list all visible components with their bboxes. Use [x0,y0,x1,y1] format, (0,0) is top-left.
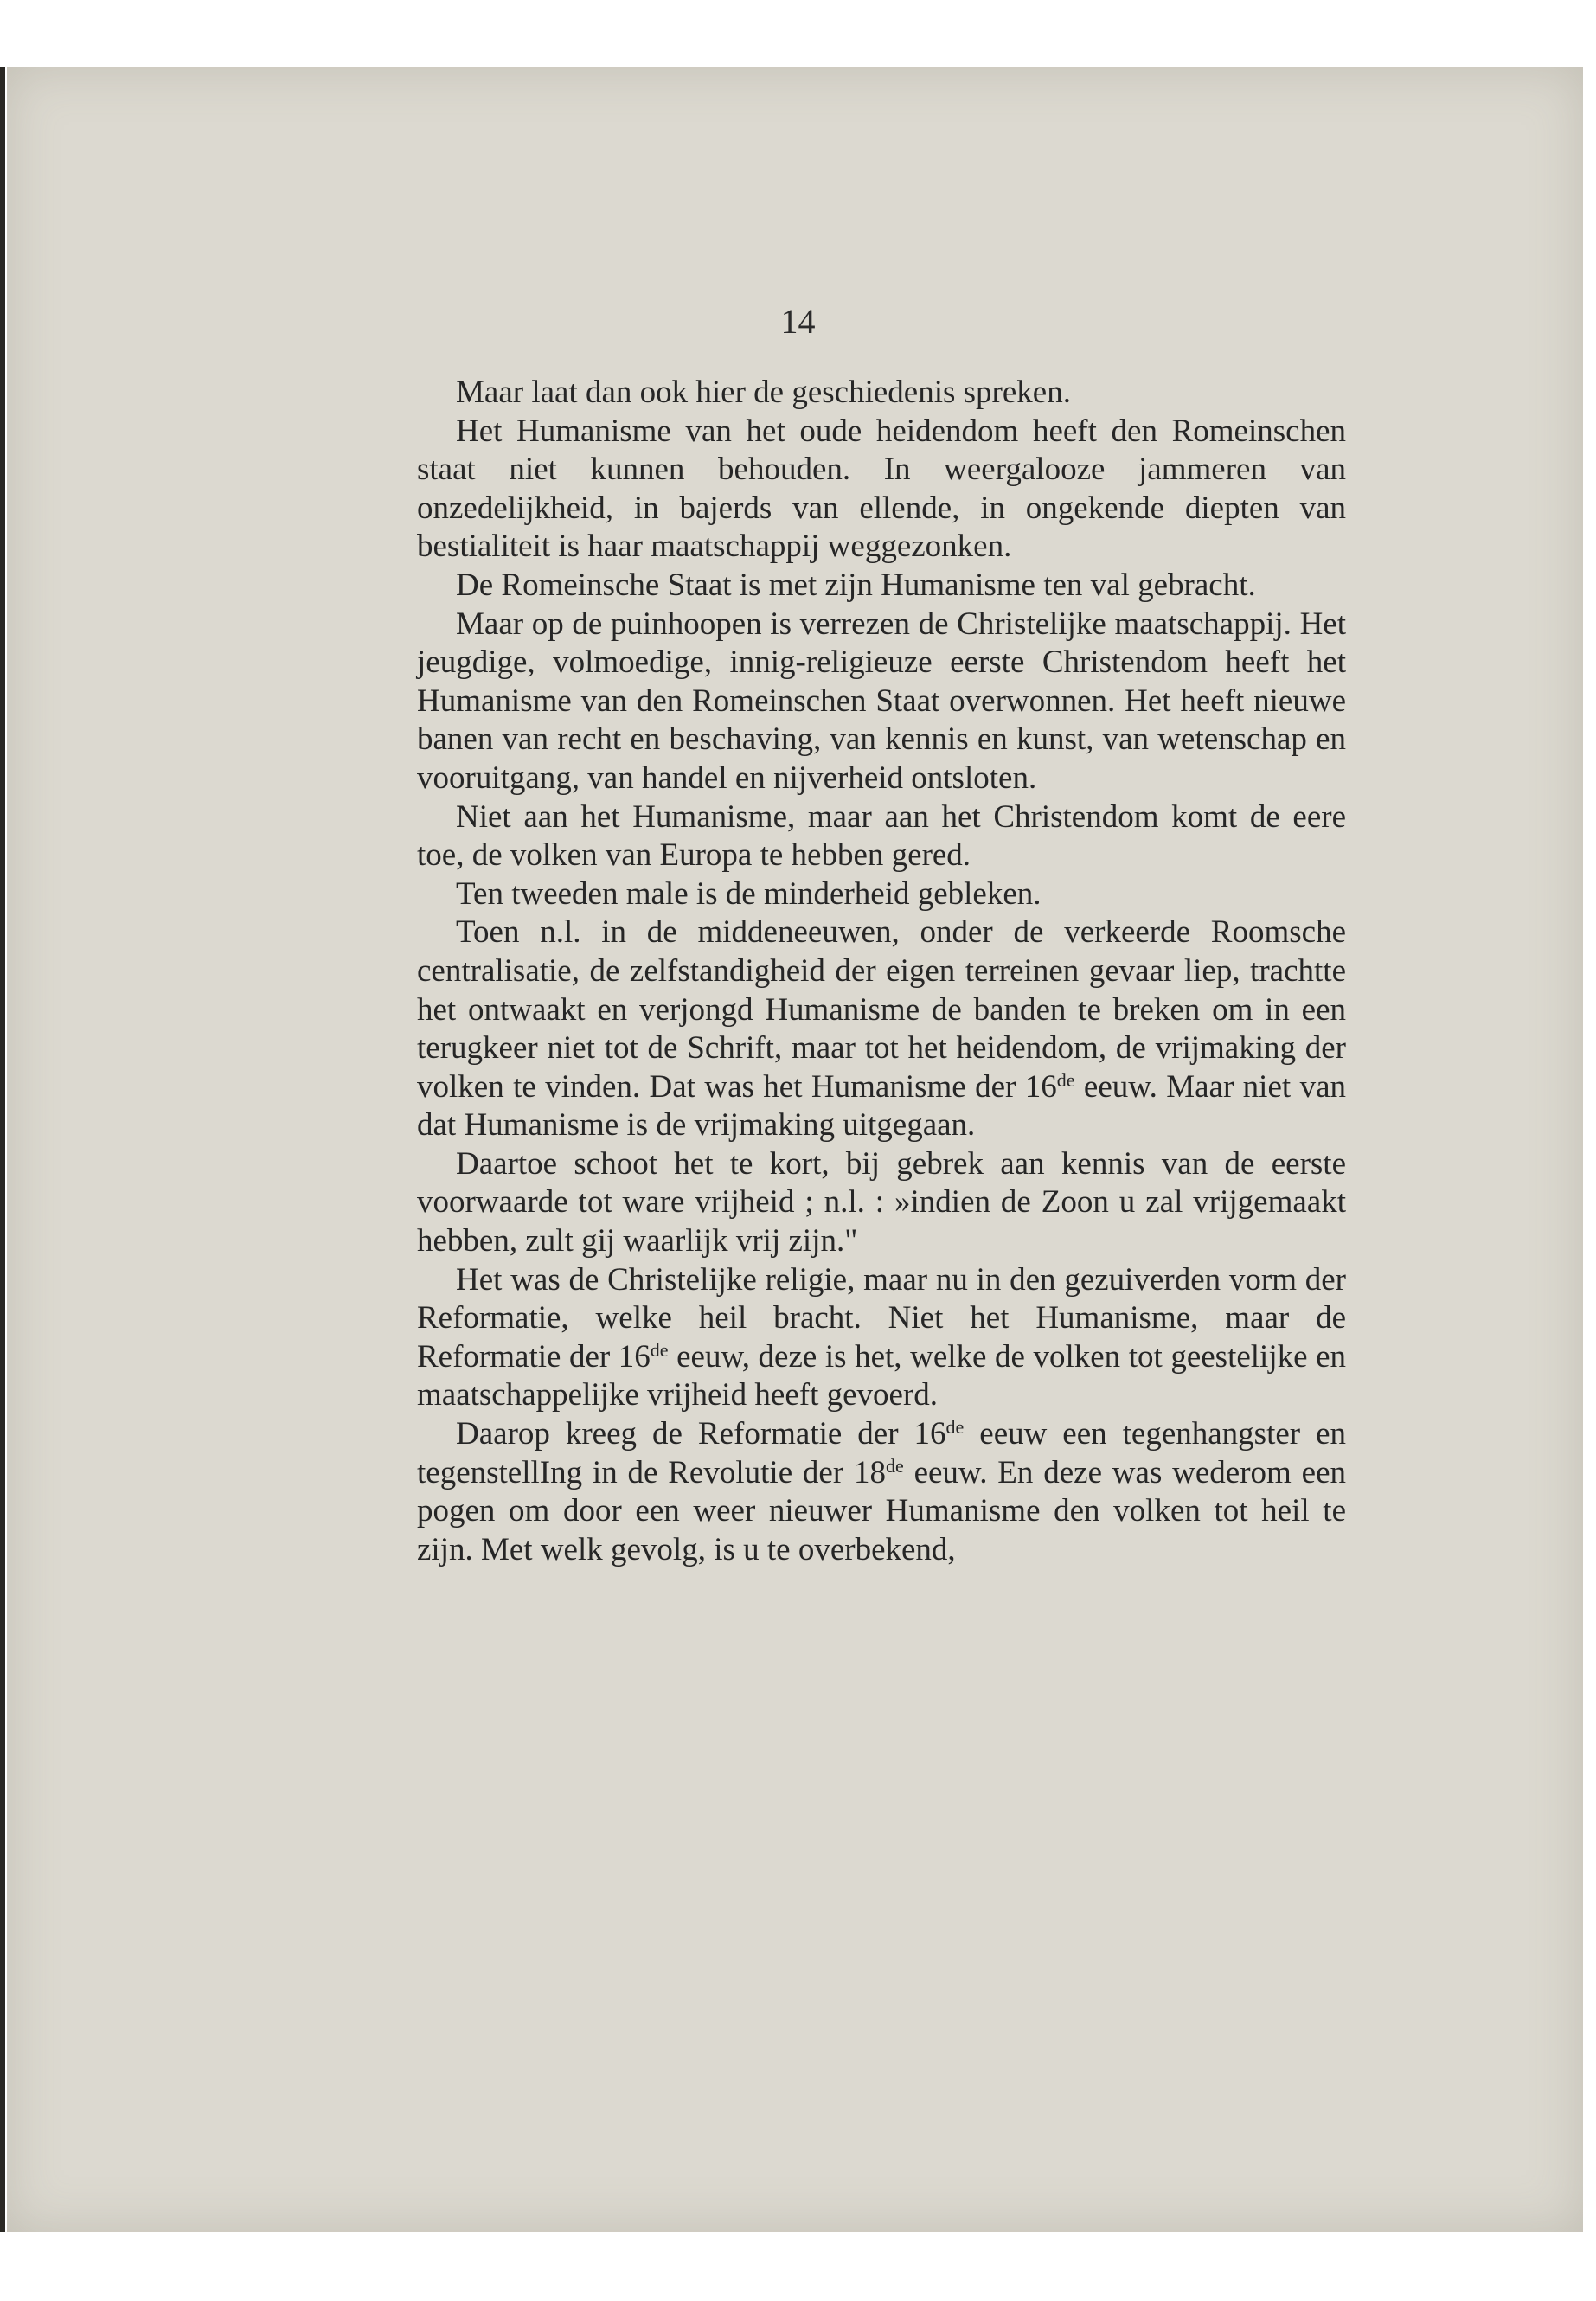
scan-left-edge [0,67,5,2232]
paragraph-8 [417,1145,1346,1261]
text-run: Niet aan het Humanisme, maar aan het Christendom komt de eere toe, de volken van Europa te hebben gered. [417,798,1346,874]
text-run: eeuw. Maar niet van dat Humanisme is de vrijmaking uitgegaan. [417,1068,1346,1144]
text-run: Toen n.l. in de middeneeuwen, onder de verkeerde Roomsche centralisatie, de zelfstandigheid der eigen terreinen gevaar liep, trachtte het ontwaakt en verjongd Humanisme de banden te breken om in een terugkeer niet tot de Schrift, maar tot het heidendom, de vrijmaking der volken te vinden. Dat was het Humanisme der 16 [417,914,1346,1105]
text-run: Ten tweeden male is de minderheid gebleken. [456,875,1042,912]
paragraph-4 [417,606,1346,798]
paragraph-1 [417,374,1346,413]
ordinal-suffix: de [886,1454,904,1477]
ordinal-suffix: de [945,1416,965,1439]
paragraph-10 [417,1415,1346,1569]
text-run: eeuw, deze is het, welke de volken tot geestelijke en maatschappelijke vrijheid heeft gevoerd. [417,1338,1347,1413]
body-text [417,374,1346,1569]
text-run: Daarop kreeg de Reformatie der 16 [456,1416,946,1452]
paragraph-5 [417,798,1346,875]
page-number: 14 [780,302,816,341]
text-run: Maar laat dan ook hier de geschiedenis spreken. [456,375,1071,410]
ordinal-suffix: de [1056,1068,1075,1091]
paragraph-3 [417,567,1346,606]
paragraph-2 [417,413,1346,567]
text-run: Het was de Christelijke religie, maar nu in den gezuiverden vorm der Reformatie, welke heil bracht. Niet het Humanisme, maar de Reformatie der 16 [417,1261,1346,1375]
text-run: Het Humanisme van het oude heidendom heeft den Romeinschen staat niet kunnen behouden. In weergalooze jammeren van onzedelijkheid, in bajerds van ellende, in ongekende diepten van bestialiteit is haar maatschappij weggezonken. [417,413,1346,565]
text-run: De Romeinsche Staat is met zijn Humanisme ten val gebracht. [456,567,1256,603]
text-run: eeuw. En deze was wederom een pogen om door een weer nieuwer Humanisme den volken tot heil te zijn. Met welk gevolg, is u te overbekend, [417,1454,1346,1567]
ordinal-suffix: de [650,1338,669,1361]
text-run: eeuw een tegenhangster en tegenstellIng in de Revolutie der 18 [417,1416,1346,1490]
paragraph-7 [417,913,1346,1145]
text-run: Maar op de puinhoopen is verrezen de Christelijke maatschappij. Het jeugdige, volmoedige, innig-religieuze eerste Christendom heeft het Humanisme van den Romeinschen Staat overwonnen. Het heeft nieuwe banen van recht en beschaving, van kennis en kunst, van wetenschap en vooruitgang, van handel en nijverheid ontsloten. [417,606,1346,796]
paragraph-9 [417,1261,1346,1415]
paragraph-6 [417,875,1346,914]
text-run: Daartoe schoot het te kort, bij gebrek aan kennis van de eerste voorwaarde tot ware vrijheid ; n.l. : »indien de Zoon u zal vrijgemaakt hebben, zult gij waarlijk vrij zijn." [417,1145,1346,1259]
